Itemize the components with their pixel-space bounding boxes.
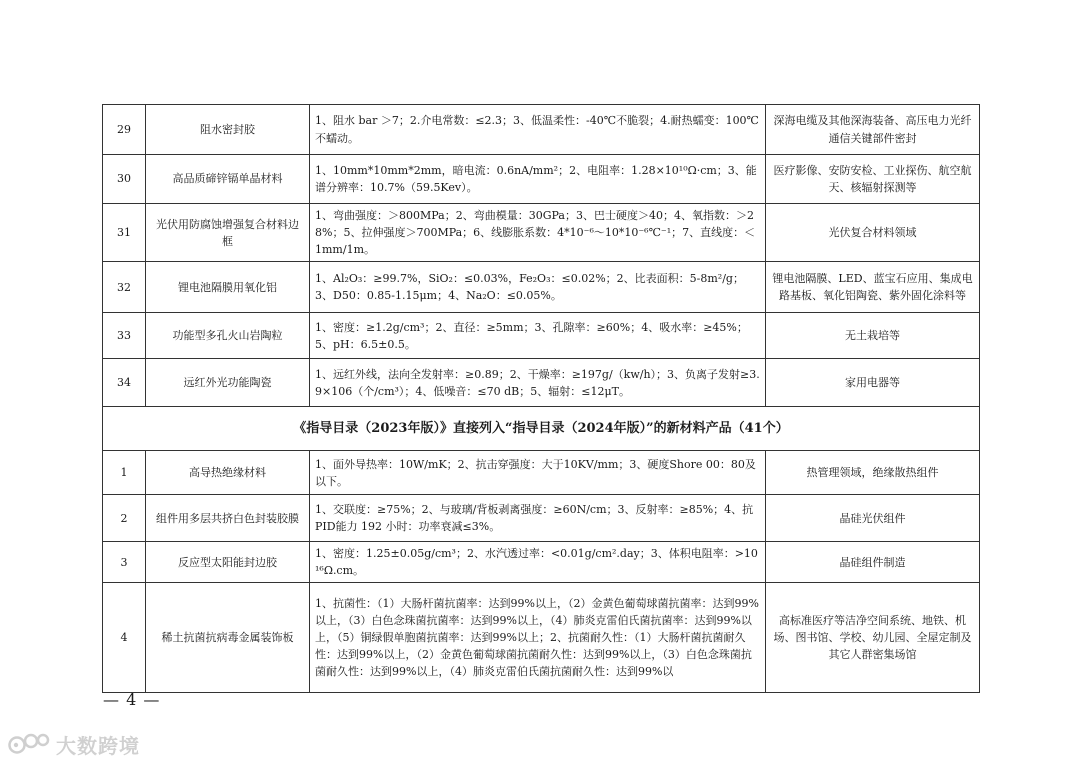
table-row <box>103 359 980 407</box>
product-application: 家用电器等 <box>766 359 980 407</box>
product-name: 远红外光功能陶瓷 <box>146 359 310 407</box>
watermark-text: 大数跨境 <box>56 734 140 758</box>
product-application: 锂电池隔膜、LED、蓝宝石应用、集成电路基板、氧化铝陶瓷、紫外固化涂料等 <box>766 262 980 313</box>
page-number: — 4 — <box>103 690 161 709</box>
row-number: 3 <box>103 542 146 583</box>
product-name: 光伏用防腐蚀增强复合材料边框 <box>146 204 310 262</box>
table-row <box>103 313 980 359</box>
table-row <box>103 262 980 313</box>
product-name: 稀土抗菌抗病毒金属装饰板 <box>146 583 310 693</box>
row-number: 30 <box>103 155 146 204</box>
row-number: 32 <box>103 262 146 313</box>
product-spec: 1、密度：≥1.2g/cm³；2、直径：≥5mm；3、孔隙率：≥60%；4、吸水率：≥45%；5、pH：6.5±0.5。 <box>310 313 766 359</box>
table-row <box>103 583 980 693</box>
row-number: 1 <box>103 451 146 495</box>
section-title: 《指导目录（2023年版）》直接列入“指导目录（2024年版）”的新材料产品（41个） <box>103 407 980 451</box>
watermark-logo-icon <box>8 732 52 758</box>
table-row <box>103 451 980 495</box>
product-name: 功能型多孔火山岩陶粒 <box>146 313 310 359</box>
product-application: 晶硅光伏组件 <box>766 495 980 542</box>
product-name: 阻水密封胶 <box>146 105 310 155</box>
materials-table <box>102 104 980 693</box>
row-number: 4 <box>103 583 146 693</box>
table-row <box>103 542 980 583</box>
product-application: 高标准医疗等洁净空间系统、地铁、机场、图书馆、学校、幼儿园、全屋定制及其它人群密集场馆 <box>766 583 980 693</box>
product-application: 光伏复合材料领域 <box>766 204 980 262</box>
product-spec: 1、面外导热率：10W/mK；2、抗击穿强度：大于10KV/mm；3、硬度Shore 00：80及以下。 <box>310 451 766 495</box>
product-name: 组件用多层共挤白色封装胶膜 <box>146 495 310 542</box>
row-number: 2 <box>103 495 146 542</box>
row-number: 34 <box>103 359 146 407</box>
table-row <box>103 155 980 204</box>
product-spec: 1、阻水 bar ＞7；2.介电常数：≤2.3；3、低温柔性：-40℃不脆裂；4.耐热蠕变：100℃不蠕动。 <box>310 105 766 155</box>
product-name: 高品质碲锌镉单晶材料 <box>146 155 310 204</box>
product-application: 晶硅组件制造 <box>766 542 980 583</box>
product-application: 深海电缆及其他深海装备、高压电力光纤通信关键部件密封 <box>766 105 980 155</box>
product-application: 无土栽培等 <box>766 313 980 359</box>
product-application: 热管理领域，绝缘散热组件 <box>766 451 980 495</box>
product-spec: 1、Al₂O₃：≥99.7%，SiO₂：≤0.03%，Fe₂O₃：≤0.02%；2、比表面积：5-8m²/g；3、D50：0.85-1.15μm；4、Na₂O：≤0.05%。 <box>310 262 766 313</box>
product-name: 反应型太阳能封边胶 <box>146 542 310 583</box>
row-number: 31 <box>103 204 146 262</box>
watermark <box>8 730 140 759</box>
table-row <box>103 204 980 262</box>
product-spec: 1、弯曲强度：＞800MPa；2、弯曲模量：30GPa；3、巴士硬度＞40；4、氧指数：＞28%；5、拉伸强度＞700MPa；6、线膨胀系数：4*10⁻⁶～10*10⁻⁶℃⁻¹；7、直线度：＜1mm/1m。 <box>310 204 766 262</box>
product-name: 锂电池隔膜用氧化铝 <box>146 262 310 313</box>
row-number: 29 <box>103 105 146 155</box>
product-application: 医疗影像、安防安检、工业探伤、航空航天、核辐射探测等 <box>766 155 980 204</box>
table-row <box>103 495 980 542</box>
table-row <box>103 105 980 155</box>
product-spec: 1、密度：1.25±0.05g/cm³；2、水汽透过率：<0.01g/cm².day；3、体积电阻率：>10¹⁶Ω.cm。 <box>310 542 766 583</box>
product-name: 高导热绝缘材料 <box>146 451 310 495</box>
row-number: 33 <box>103 313 146 359</box>
product-spec: 1、远红外线，法向全发射率：≥0.89；2、干燥率：≥197g/（kw/h）；3、负离子发射≥3.9×106（个/cm³）；4、低噪音：≤70 dB；5、辐射：≤12μT。 <box>310 359 766 407</box>
product-spec: 1、10mm*10mm*2mm，暗电流：0.6nA/mm²；2、电阻率：1.28×10¹⁰Ω·cm；3、能谱分辨率：10.7%（59.5Kev）。 <box>310 155 766 204</box>
product-spec: 1、抗菌性：（1）大肠杆菌抗菌率：达到99%以上，（2）金黄色葡萄球菌抗菌率：达到99%以上，（3）白色念珠菌抗菌率：达到99%以上，（4）肺炎克雷伯氏菌抗菌率：达到99%以上，（5）铜绿假单胞菌抗菌率：达到99%以上；2、抗菌耐久性：（1）大肠杆菌抗菌耐久性：达到99%以上，（2）金黄色葡萄球菌抗菌耐久性：达到99%以上，（3）白色念珠菌抗菌耐久性：达到99%以上，（4）肺炎克雷伯氏菌抗菌耐久性：达到99%以 <box>310 583 766 693</box>
section-header-row <box>103 407 980 451</box>
product-spec: 1、交联度：≥75%；2、与玻璃/背板剥离强度：≥60N/cm；3、反射率：≥85%；4、抗PID能力 192 小时：功率衰减≤3%。 <box>310 495 766 542</box>
